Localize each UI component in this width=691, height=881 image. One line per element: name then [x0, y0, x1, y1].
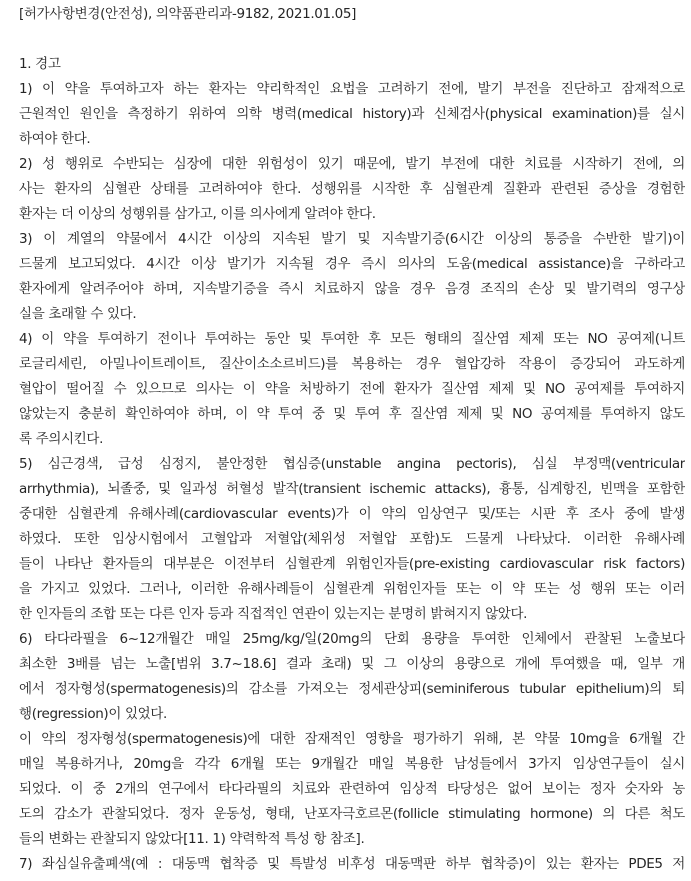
text-line: 하여야 한다.	[19, 131, 91, 147]
text-line: 환자는 더 이상의 성행위를 삼가고, 이를 의사에게 알려야 한다.	[19, 206, 376, 222]
text-line: 이 약의 정자형성(spermatogenesis)에 대한 잠재적인 영향을 평가하기 위해, 본 약물 10mg을 6개월 간	[19, 731, 685, 747]
document-body	[19, 77, 685, 877]
text-line: 5) 심근경색, 급성 심정지, 불안정한 협심증(unstable angina pectoris), 심실 부정맥(ventricular	[19, 456, 685, 472]
text-line: 로글리세린, 아밀나이트레이트, 질산이소소르비드)를 복용하는 경우 혈압강하 작용이 증강되어 과도하게	[19, 356, 685, 372]
text-line: 6) 타다라필을 6~12개월간 매일 25mg/kg/일(20mg의 단회 용량을 투여한 인체에서 관찰된 노출보다	[19, 631, 685, 647]
blank-line	[19, 27, 685, 52]
text-line: 최소한 3배를 넘는 노출[범위 3.7~18.6] 결과 초래) 및 그 이상의 용량으로 개에 투여했을 때, 일부 개	[19, 656, 685, 672]
text-line: 도의 감소가 관찰되었다. 정자 운동성, 형태, 난포자극호르몬(follicle stimulating hormone) 의 다른 척도	[19, 806, 685, 822]
text-line: 들의 변화는 관찰되지 않았다[11. 1) 약력학적 특성 항 참조].	[19, 831, 365, 847]
text-line: 혈압이 떨어질 수 있으므로 의사는 이 약을 처방하기 전에 환자가 질산염 제제 및 NO 공여제를 투여하지	[19, 381, 685, 397]
document-page	[19, 2, 685, 877]
text-line: 들이 나타난 환자들의 대부분은 이전부터 심혈관계 위험인자들(pre-existing cardiovascular risk factors)	[19, 556, 685, 572]
section-title: 1. 경고	[19, 56, 61, 72]
text-line: 하였다. 또한 임상시험에서 고혈압과 저혈압(체위성 저혈압 포함)도 드물게 나타났다. 이러한 유해사례	[19, 531, 685, 547]
text-line: 중대한 심혈관계 유해사례(cardiovascular events)가 이 약의 임상연구 및/또는 시판 후 조사 중에 발생	[19, 506, 685, 522]
text-line: 매일 복용하거나, 20mg을 각각 6개월 또는 9개월간 매일 복용한 남성들에서 3가지 임상연구들이 실시	[19, 756, 685, 772]
text-line: 행(regression)이 있었다.	[19, 706, 167, 722]
text-line: arrhythmia), 뇌졸중, 및 일과성 허혈성 발작(transient ischemic attacks), 흉통, 심계항진, 빈맥을 포함한	[19, 481, 685, 497]
text-line: 드물게 보고되었다. 4시간 이상 발기가 지속될 경우 즉시 의사의 도움(medical assistance)을 구하라고	[19, 256, 685, 272]
text-line: 한 인자들의 조합 또는 다른 인자 등과 직접적인 연관이 있는지는 분명히 밝혀지지 않았다.	[19, 606, 528, 622]
text-line: 록 주의시킨다.	[19, 431, 104, 447]
text-line: 근원적인 원인을 측정하기 위하여 의학 병력(medical history)과 신체검사(physical examination)를 실시	[19, 106, 685, 122]
text-line: 을 가지고 있었다. 그러나, 이러한 유해사례들이 심혈관계 위험인자들 또는 이 약 또는 성 행위 또는 이러	[19, 581, 685, 597]
document-header: [허가사항변경(안전성), 의약품관리과-9182, 2021.01.05]	[19, 6, 357, 22]
text-line: 환자에게 알려주어야 하며, 지속발기증을 즉시 치료하지 않을 경우 음경 조직의 손상 및 발기력의 영구상	[19, 281, 685, 297]
text-line: 7) 좌심실유출폐색(예 : 대동맥 협착증 및 특발성 비후성 대동맥판 하부 협착증)이 있는 환자는 PDE5 저	[19, 856, 685, 872]
text-line: 에서 정자형성(spermatogenesis)의 감소를 가져오는 정세관상피(seminiferous tubular epithelium)의 퇴	[19, 681, 685, 697]
text-line: 않았는지 충분히 확인하여야 하며, 이 약 투여 중 및 투여 후 질산염 제제 및 NO 공여제를 투여하지 않도	[19, 406, 685, 422]
text-line: 사는 환자의 심혈관 상태를 고려하여야 한다. 성행위를 시작한 후 심혈관계 질환과 관련된 증상을 경험한	[19, 181, 685, 197]
text-line: 3) 이 계열의 약물에서 4시간 이상의 지속된 발기 및 지속발기증(6시간 이상의 통증을 수반한 발기)이	[19, 231, 685, 247]
text-line: 2) 성 행위로 수반되는 심장에 대한 위험성이 있기 때문에, 발기 부전에 대한 치료를 시작하기 전에, 의	[19, 156, 685, 172]
text-line: 1) 이 약을 투여하고자 하는 환자는 약리학적인 요법을 고려하기 전에, 발기 부전을 진단하고 잠재적으로	[19, 81, 685, 97]
text-line: 실을 초래할 수 있다.	[19, 306, 137, 322]
text-line: 되었다. 이 중 2개의 연구에서 타다라필의 치료와 관련하여 임상적 타당성은 없어 보이는 정자 숫자와 농	[19, 781, 685, 797]
text-line: 4) 이 약을 투여하기 전이나 투여하는 동안 및 투여한 후 모든 형태의 질산염 제제 또는 NO 공여제(니트	[19, 331, 685, 347]
